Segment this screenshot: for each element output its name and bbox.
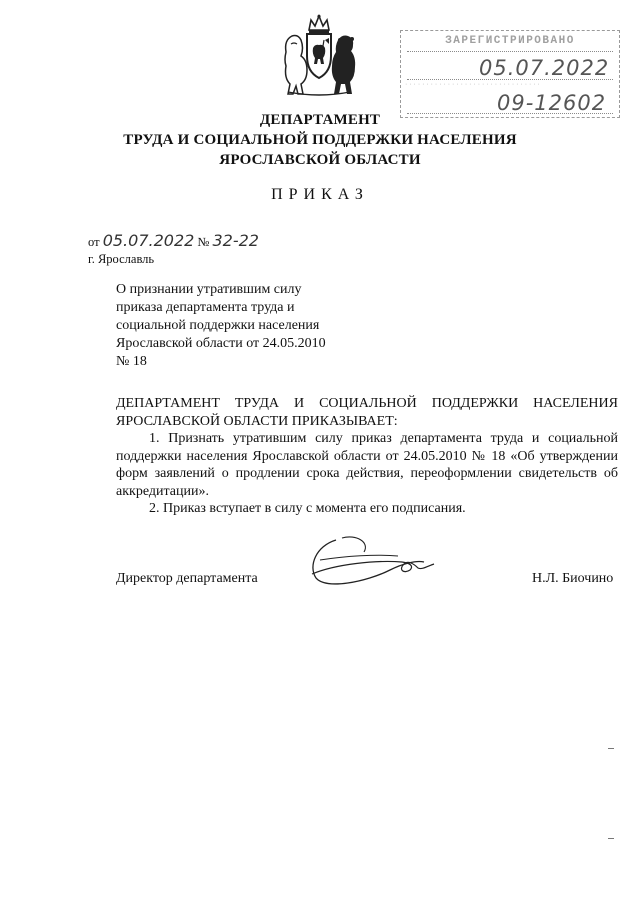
city: г. Ярославль (88, 252, 155, 266)
registration-stamp (400, 30, 620, 118)
stamp-number: 09-12602 (497, 91, 607, 115)
order-number: 32-22 (212, 231, 259, 250)
order-body (116, 395, 618, 518)
date-from-label: от (88, 235, 100, 249)
preamble: ДЕПАРТАМЕНТ ТРУДА И СОЦИАЛЬНОЙ ПОДДЕРЖКИ НАСЕЛЕНИЯ ЯРОСЛАВСКОЙ ОБЛАСТИ ПРИКАЗЫВАЕТ: (116, 396, 618, 429)
subject-line: социальной поддержки населения (116, 318, 320, 333)
signatory-title: Директор департамента (116, 571, 258, 586)
stamp-header: ЗАРЕГИСТРИРОВАНО (445, 35, 575, 47)
scan-mark (608, 748, 614, 749)
department-title-line2: ТРУДА И СОЦИАЛЬНОЙ ПОДДЕРЖКИ НАСЕЛЕНИЯ (123, 132, 517, 148)
order-item-2: 2. Приказ вступает в силу с момента его подписания. (149, 501, 466, 516)
number-label: № (197, 235, 210, 249)
order-subject (116, 281, 356, 371)
handwritten-signature-icon (306, 530, 442, 594)
order-dateline (88, 231, 259, 250)
scan-mark (608, 838, 614, 839)
department-title-line1: ДЕПАРТАМЕНТ (259, 112, 381, 128)
department-title-line3: ЯРОСЛАВСКОЙ ОБЛАСТИ (219, 152, 421, 168)
subject-line: № 18 (116, 354, 147, 369)
subject-line: Ярославской области от 24.05.2010 (116, 336, 326, 351)
stamp-fine-print: · · · · · · · · · · · · · · · · · · · · · · · · · · · · · · · · (405, 81, 540, 88)
signatory-name: Н.Л. Биочино (532, 571, 614, 586)
order-date: 05.07.2022 (102, 231, 195, 250)
order-item-1: 1. Признать утратившим силу приказ департамента труда и социальной поддержки населения Ярославской области от 24.05.2010 № 18 «Об утверждении форм заявлений о продлении срока действия, переоформлении свидетельств об аккредитации». (116, 431, 618, 499)
coat-of-arms-icon (278, 14, 360, 98)
document-type: ПРИКАЗ (271, 186, 369, 203)
stamp-date: 05.07.2022 (479, 56, 610, 80)
subject-line: приказа департамента труда и (116, 300, 295, 315)
subject-line: О признании утратившим силу (116, 282, 302, 297)
